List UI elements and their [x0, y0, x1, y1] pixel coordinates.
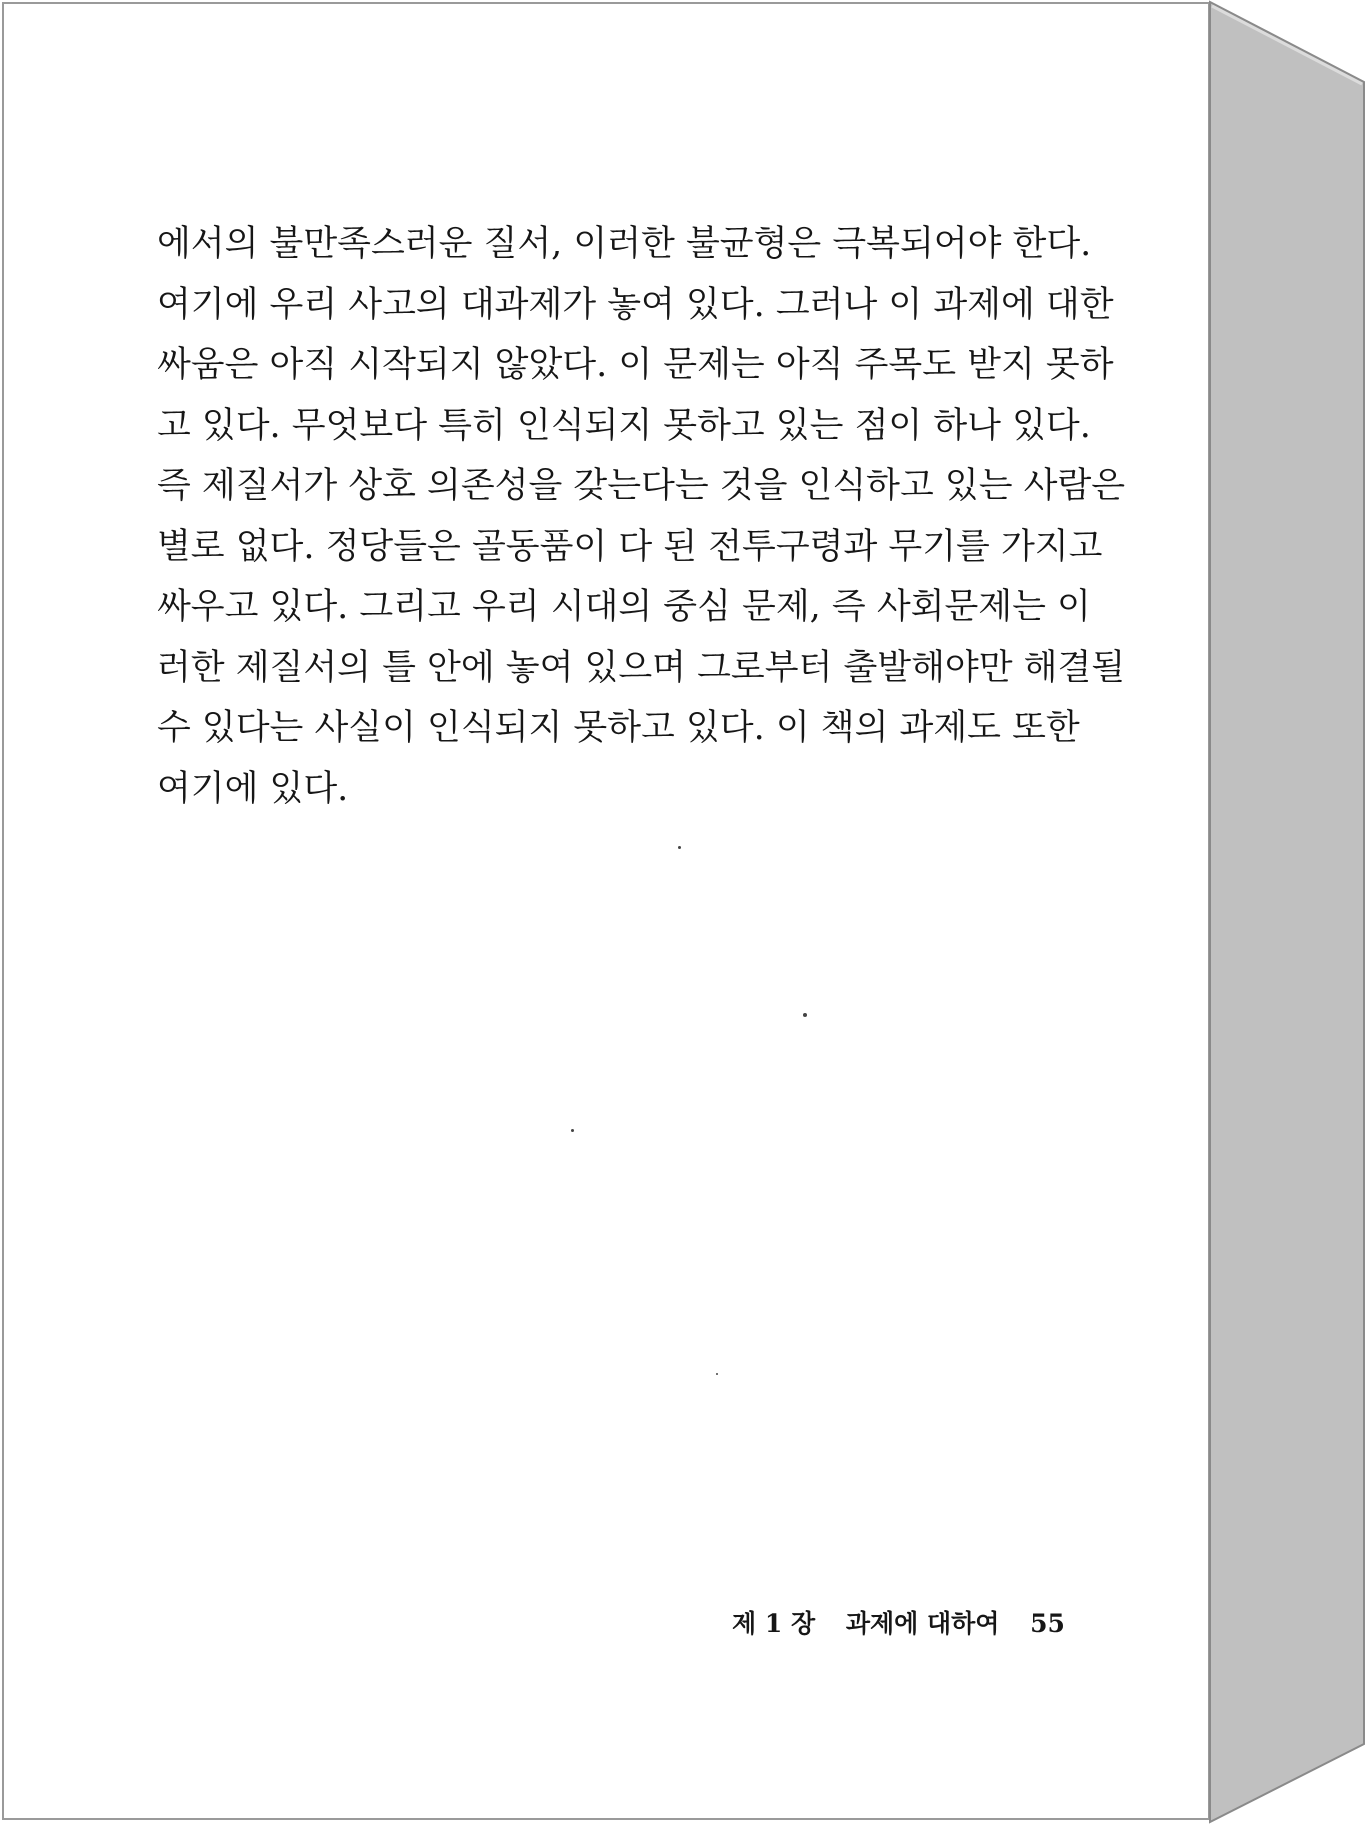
body-line: 고 있다. 무엇보다 특히 인식되지 못하고 있는 점이 하나 있다.	[157, 405, 1091, 446]
body-line: 수 있다는 사실이 인식되지 못하고 있다. 이 책의 과제도 또한	[157, 708, 1080, 748]
body-line: 여기에 우리 사고의 대과제가 놓여 있다. 그러나 이 과제에 대한	[157, 284, 1114, 325]
body-line: 여기에 있다.	[157, 768, 349, 809]
chapter-title: 과제에 대하여	[845, 1609, 1000, 1638]
body-line: 즉 제질서가 상호 의존성을 갖는다는 것을 인식하고 있는 사람은	[157, 466, 1126, 506]
page-number: 55	[1030, 1609, 1065, 1638]
body-line: 싸우고 있다. 그리고 우리 시대의 중심 문제, 즉 사회문제는 이	[157, 587, 1091, 627]
body-line: 별로 없다. 정당들은 골동품이 다 된 전투구령과 무기를 가지고	[157, 526, 1103, 567]
body-line: 싸움은 아직 시작되지 않았다. 이 문제는 아직 주목도 받지 못하	[157, 345, 1114, 385]
body-line: 에서의 불만족스러운 질서, 이러한 불균형은 극복되어야 한다.	[157, 224, 1092, 264]
chapter-label: 제 1 장	[732, 1609, 816, 1638]
body-line: 러한 제질서의 틀 안에 놓여 있으며 그로부터 출발해야만 해결될	[157, 647, 1126, 688]
